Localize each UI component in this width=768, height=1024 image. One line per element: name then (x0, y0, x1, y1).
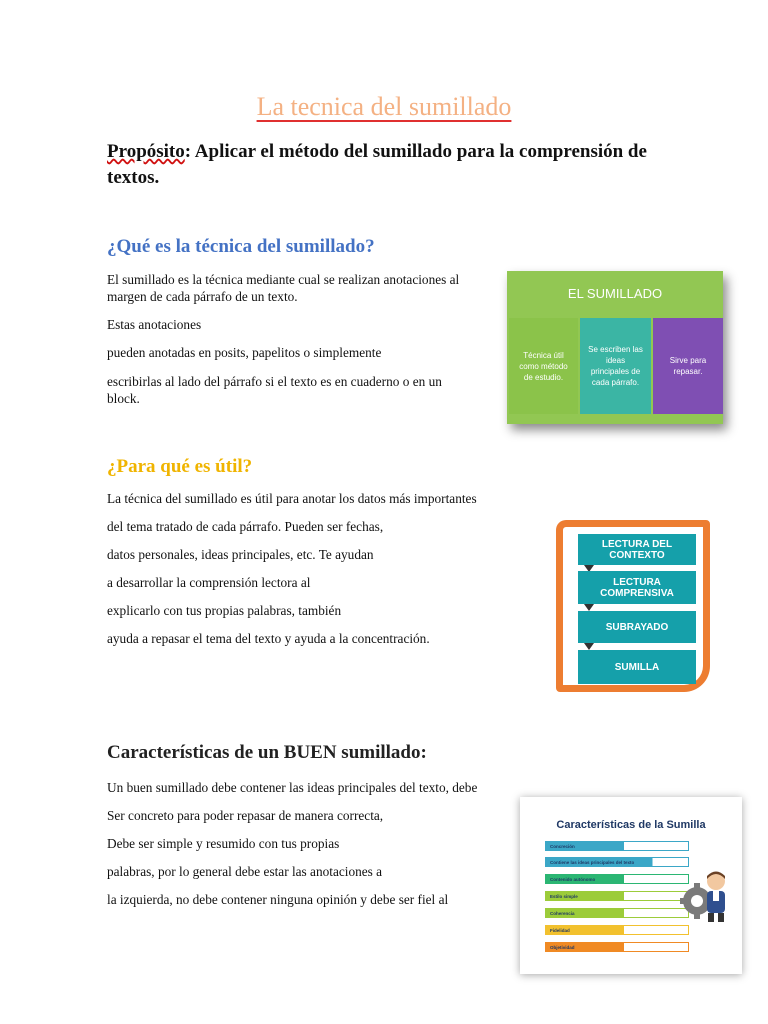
section2-line-5: explicarlo con tus propias palabras, también (107, 603, 342, 618)
characteristic-item: Contiene las ideas principales del texto (545, 857, 689, 867)
section1-paragraph-1: El sumillado es la técnica mediante cual se realizan anotaciones al margen de cada párrafo de un texto. (107, 272, 460, 304)
gear-person-icon (680, 867, 730, 923)
purpose-statement (107, 139, 667, 191)
characteristic-item: Contenido autónomo (545, 874, 689, 884)
section1-paragraph-3: pueden anotadas en posits, papelitos o simplemente (107, 345, 382, 360)
sumillado-box-1: Técnica útil como método de estudio. (509, 318, 578, 414)
section1-heading: ¿Qué es la técnica del sumillado? (107, 236, 375, 257)
characteristic-item: Fidelidad (545, 925, 689, 935)
sumillado-diagram-title: EL SUMILLADO (567, 286, 663, 301)
process-step-1: LECTURA DEL CONTEXTO (578, 534, 696, 565)
process-step-2: LECTURA COMPRENSIVA (578, 571, 696, 604)
section2-line-2: del tema tratado de cada párrafo. Pueden ser fechas, (107, 519, 384, 534)
section3-line-2: Ser concreto para poder repasar de manera correcta, (107, 808, 384, 823)
section2-line-1: La técnica del sumillado es útil para anotar los datos más importantes (107, 491, 477, 506)
characteristics-diagram-title: Características de la Sumilla (556, 819, 706, 831)
process-step-3: SUBRAYADO (578, 611, 696, 643)
section1-paragraph-4: escribirlas al lado del párrafo si el texto es en cuaderno o en un block. (107, 374, 442, 406)
process-arrow-icon (584, 643, 594, 650)
section3-line-5: la izquierda, no debe contener ninguna opinión y debe ser fiel al (107, 892, 449, 907)
characteristic-item: Coherencia (545, 908, 689, 918)
sumillado-diagram (507, 271, 723, 424)
section3-line-1: Un buen sumillado debe contener las ideas principales del texto, debe (107, 780, 478, 795)
sumillado-box-2: Se escriben las ideas principales de cada párrafo. (580, 318, 651, 414)
process-diagram (556, 520, 710, 692)
section3-line-3: Debe ser simple y resumido con tus propias (107, 836, 340, 851)
section2-line-3: datos personales, ideas principales, etc. Te ayudan (107, 547, 374, 562)
section3-line-4: palabras, por lo general debe estar las anotaciones a (107, 864, 383, 879)
characteristic-item: Concreción (545, 841, 689, 851)
characteristic-item: Estilo simple (545, 891, 689, 901)
process-arrow-icon (584, 604, 594, 611)
purpose-text: : Aplicar el método del sumillado para la comprensión de textos. (107, 141, 647, 188)
section2-heading: ¿Para qué es útil? (107, 456, 253, 477)
characteristic-item: Objetividad (545, 942, 689, 952)
page-title: La tecnica del sumillado (256, 92, 512, 121)
section2-line-4: a desarrollar la comprensión lectora al (107, 575, 311, 590)
section1-paragraph-2: Estas anotaciones (107, 317, 202, 332)
section2-line-6: ayuda a repasar el tema del texto y ayuda a la concentración. (107, 631, 430, 646)
purpose-label: Propósito (107, 141, 185, 162)
sumillado-box-3: Sirve para repasar. (653, 318, 723, 414)
process-step-4: SUMILLA (578, 650, 696, 684)
characteristics-diagram (520, 797, 742, 974)
section3-heading: Características de un BUEN sumillado: (107, 742, 427, 763)
